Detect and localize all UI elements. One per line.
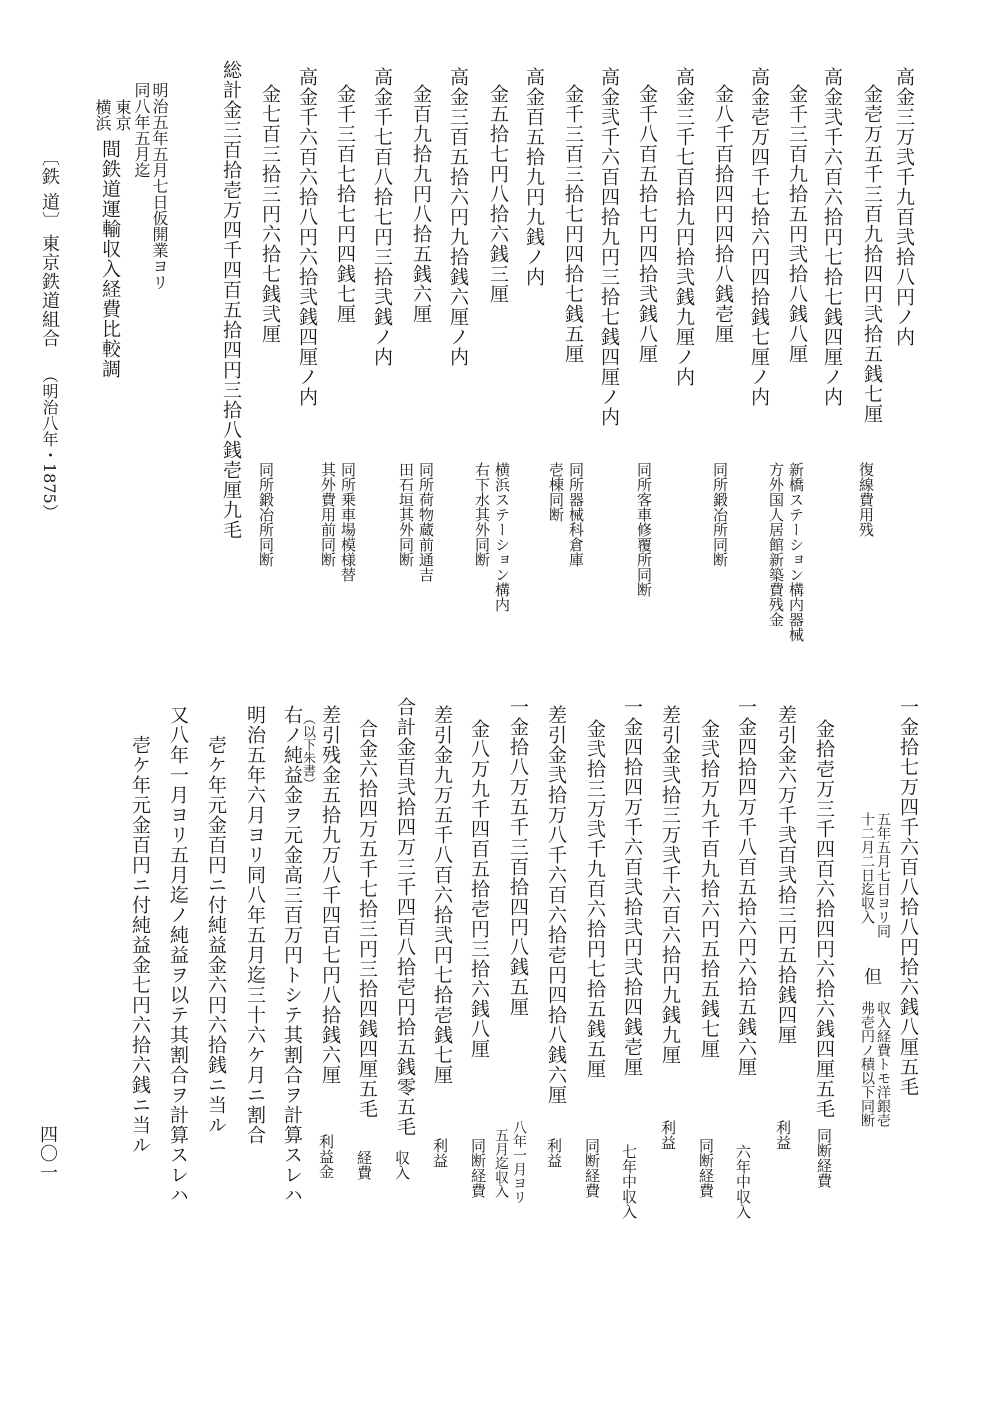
upper-line-8: 金千八百五拾七円四拾弐銭八厘 [636, 84, 658, 364]
upper-line-6: 金八千百拾四円四拾八銭壱厘 [712, 84, 734, 344]
upper-line-11: 高金百五拾九円九銭ノ内 [523, 67, 545, 287]
lower-label-5: 同断経費 [697, 1138, 715, 1198]
lower-line-9: 差引金弐拾万八千六百六拾壱円四拾八銭六厘 [545, 705, 567, 1105]
lower-note-1b: 十二月二日迄収入 [859, 812, 875, 924]
running-head-section: 〔鉄 道〕 [39, 148, 60, 231]
upper-line-5: 高金壱万四千七拾六円四拾銭七厘ノ内 [748, 67, 770, 407]
upper-line-10: 金千三百三拾七円四拾七銭五厘 [562, 84, 584, 364]
lower-label-14: 経費 [355, 1150, 373, 1180]
upper-note-4b: 方外国人居館新築費残金 [767, 462, 785, 627]
lower-label-4: 六年中収入 [734, 1144, 752, 1219]
lower-note-1d: 弗壱円ノ積以下同断 [859, 1001, 875, 1127]
upper-line-14: 金百九拾九円八拾五銭六厘 [410, 84, 432, 324]
lower-line-3: 差引金六万千弐百弐拾三円五拾銭四厘 [775, 705, 797, 1045]
lower-line-10: 一金拾八万五千三百拾四円八銭五厘 [507, 697, 529, 1017]
upper-line-7: 高金三千七百拾九円拾弐銭九厘ノ内 [673, 67, 695, 387]
upper-line-13: 高金三百五拾六円九拾銭六厘ノ内 [447, 67, 469, 367]
lower-line-1: 一金拾七万四千六百八拾八円拾六銭八厘五毛 [897, 697, 919, 1097]
title-place-1: 東京 [113, 99, 132, 131]
upper-line-4: 金千三百九拾五円弐拾八銭八厘 [786, 84, 808, 364]
upper-line-1: 高金三万弐千九百弐拾八円ノ内 [893, 67, 915, 347]
title-main: 間鉄道運輸収入経費比較調 [99, 139, 121, 379]
grand-total: 総計金三百拾壱万四千四百五拾四円三拾八銭壱厘九毛 [220, 60, 242, 540]
running-head-org: 東京鉄道組合 [39, 234, 60, 348]
lower-label-7: 七年中収入 [620, 1144, 638, 1219]
title-period-1: 明治五年五月七日仮開業ヨリ [150, 82, 169, 290]
lower-line-12: 差引金九万五千八百六拾弐円七拾壱銭七厘 [431, 705, 453, 1085]
lower-line-13: 合計金百弐拾四万三千四百八拾壱円拾五銭零五毛 [394, 697, 416, 1137]
lower-line-4: 一金四拾四万千八百五拾六円六拾五銭六厘 [735, 697, 757, 1077]
upper-note-12a: 横浜ステーション構内 [493, 462, 511, 612]
lower-note-red: （以下朱書） [300, 712, 315, 790]
title-place-2: 横浜 [93, 99, 112, 131]
running-head-year: （明治八年・1875） [40, 367, 59, 520]
lower-label-15: 利益金 [317, 1134, 335, 1179]
upper-note-6: 同所鍛冶所同断 [711, 462, 729, 567]
upper-note-4a: 新橋ステーション構内器械 [787, 462, 805, 642]
upper-line-3: 高金弐千六百六拾円七拾七銭四厘ノ内 [821, 67, 843, 407]
upper-line-17: 高金千六百六拾八円六拾弐銭四厘ノ内 [296, 67, 318, 407]
lower-note-1c: 収入経費トモ洋銀壱 [875, 1001, 891, 1127]
upper-note-12b: 右下水其外同断 [473, 462, 491, 567]
upper-line-9: 高金弐千六百四拾九円三拾七銭四厘ノ内 [598, 67, 620, 427]
lower-label-6: 利益 [659, 1120, 677, 1150]
lower-label-3: 利益 [774, 1120, 792, 1150]
lower-note-1-mid: 但 [861, 967, 882, 986]
upper-line-16: 金千三百七拾七円四銭七厘 [334, 84, 356, 324]
lower-line-7: 一金四拾四万千六百弐拾弐円弐拾四銭壱厘 [621, 697, 643, 1077]
upper-note-10b: 壱棟同断 [547, 462, 565, 522]
upper-line-15: 高金千七百八拾七円三拾弐銭ノ内 [371, 67, 393, 367]
lower-line-11: 金八万九千四百五拾壱円三拾六銭八厘 [468, 719, 490, 1059]
upper-note-16a: 同所乗車場模様替 [339, 462, 357, 582]
upper-note-16b: 其外費用前同断 [319, 462, 337, 567]
upper-line-12: 金五拾七円八拾六銭三厘 [487, 84, 509, 304]
lower-label-10a: 八年一月ヨリ [511, 1120, 527, 1204]
lower-label-10b: 五月迄収入 [493, 1128, 509, 1198]
upper-note-14a: 同所荷物蔵前通吉 [417, 462, 435, 582]
upper-note-10a: 同所器械科倉庫 [567, 462, 585, 567]
upper-note-8: 同所客車修覆所同断 [635, 462, 653, 597]
lower-line-19: 又八年一月ヨリ五月迄ノ純益ヲ以テ其割合ヲ計算スレハ [167, 705, 189, 1205]
lower-label-13: 収入 [393, 1150, 411, 1180]
lower-line-20: 壱ケ年元金百円ニ付純益金七円六拾六銭ニ当ル [129, 735, 151, 1155]
lower-line-18: 壱ケ年元金百円ニ付純益金六円六拾銭ニ当ル [205, 735, 227, 1135]
upper-note-14b: 田石垣其外同断 [397, 462, 415, 567]
title-period-2: 同八年五月迄 [132, 82, 151, 178]
page-number: 四〇一 [37, 1125, 58, 1182]
lower-line-14: 合金六拾四万五千七拾三円三拾四銭四厘五毛 [356, 719, 378, 1119]
lower-line-6: 差引金弐拾三万弐千六百六拾円九銭九厘 [659, 705, 681, 1065]
lower-line-15: 差引残金五拾九万八千四百七円八拾銭六厘 [319, 705, 341, 1085]
lower-line-5: 金弐拾万九千百九拾六円五拾五銭七厘 [698, 719, 720, 1059]
upper-note-2: 復線費用残 [857, 462, 875, 537]
upper-note-18: 同所鍛冶所同断 [257, 462, 275, 567]
lower-label-11: 同断経費 [469, 1138, 487, 1198]
upper-line-18: 金七百三拾三円六拾七銭弐厘 [259, 84, 281, 344]
upper-line-2: 金壱万五千三百九拾四円弐拾五銭七厘 [861, 84, 883, 424]
lower-line-8: 金弐拾三万弐千九百六拾円七拾五銭五厘 [584, 719, 606, 1079]
lower-line-16: 右ノ純益金ヲ元金高三百万円トシテ其割合ヲ計算スレハ [281, 705, 303, 1205]
lower-label-8: 同断経費 [583, 1138, 601, 1198]
lower-note-1a: 五年五月七日ヨリ同 [875, 812, 891, 938]
lower-line-2: 金拾壱万三千四百六拾四円六拾六銭四厘五毛 [813, 719, 835, 1119]
lower-label-9: 利益 [545, 1138, 563, 1168]
lower-label-2: 同断経費 [815, 1128, 833, 1188]
lower-label-12: 利益 [431, 1138, 449, 1168]
lower-line-17: 明治五年六月ヨリ同八年五月迄三十六ケ月ニ割合 [244, 705, 266, 1145]
